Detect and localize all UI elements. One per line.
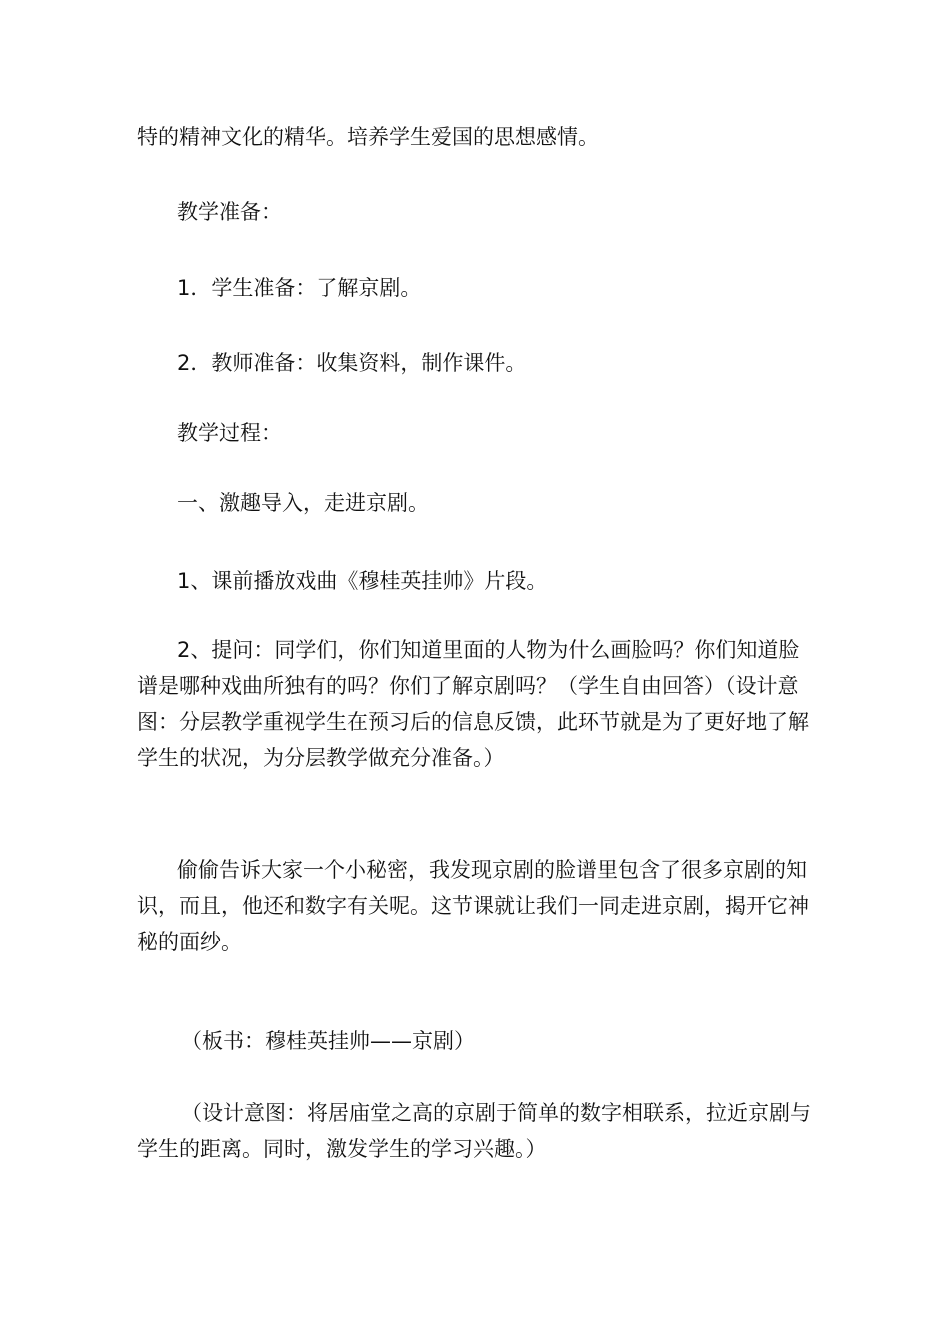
heading-teaching-preparation: 教学准备：: [177, 200, 282, 224]
paragraph-secret: 偷偷告诉大家一个小秘密，我发现京剧的脸谱里包含了很多京剧的知识，而且，他还和数字有关呢。这节课就让我们一同走进京剧，揭开它神秘的面纱。: [137, 858, 809, 954]
list-item-teacher-preparation: 2．教师准备：收集资料，制作课件。: [177, 351, 527, 375]
list-item-play-clip: 1、课前播放戏曲《穆桂英挂帅》片段。: [177, 569, 548, 593]
paragraph-continuation: 特的精神文化的精华。培养学生爱国的思想感情。: [137, 125, 599, 149]
list-item-student-preparation: 1．学生准备：了解京剧。: [177, 276, 422, 300]
paragraph-board-writing: （板书：穆桂英挂帅——京剧）: [181, 1029, 475, 1053]
paragraph-questions: 2、提问：同学们，你们知道里面的人物为什么画脸吗？你们知道脸谱是哪种戏曲所独有的吗？你们了解京剧吗？（学生自由回答）（设计意图：分层教学重视学生在预习后的信息反馈，此环节就是为了更好地了解学生的状况，为分层教学做充分准备。）: [137, 638, 809, 770]
section-heading-intro: 一、激趣导入，走进京剧。: [177, 491, 429, 515]
paragraph-design-intent: （设计意图：将居庙堂之高的京剧于简单的数字相联系，拉近京剧与学生的距离。同时，激发学生的学习兴趣。）: [137, 1101, 811, 1161]
heading-teaching-process: 教学过程：: [177, 421, 282, 445]
